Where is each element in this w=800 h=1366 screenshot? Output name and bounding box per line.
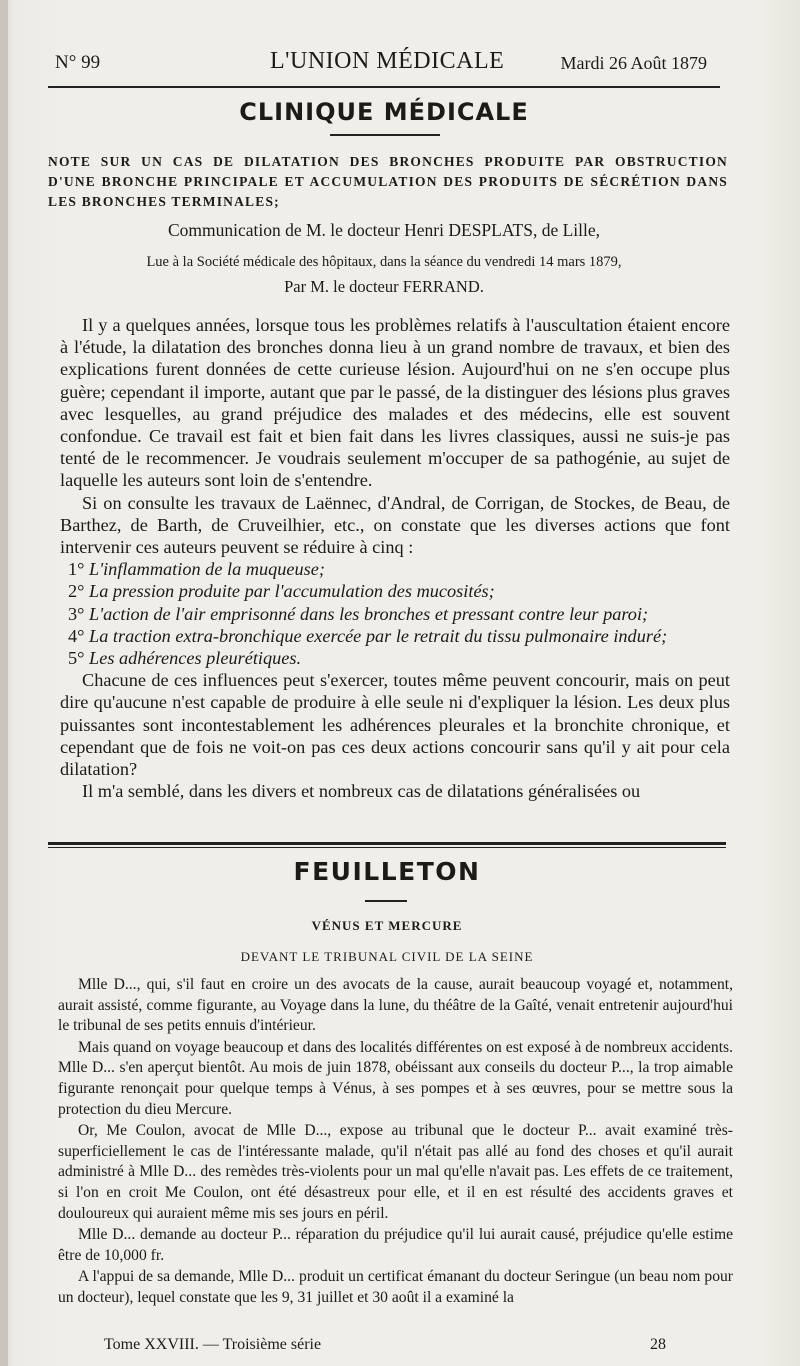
list-number: 2° xyxy=(68,581,85,602)
issue-date: Mardi 26 Août 1879 xyxy=(560,53,707,73)
list-number: 1° xyxy=(68,559,85,580)
list-item xyxy=(60,558,730,580)
page-footer xyxy=(48,1336,728,1358)
feuilleton-title: FEUILLETON xyxy=(293,857,481,886)
volume-info: Tome XXVIII. — Troisième série xyxy=(104,1336,322,1353)
paragraph: Mlle D... demande au docteur P... réparation du préjudice qu'il lui aurait causé, préjudice qu'elle estime être de 10,000 fr. xyxy=(58,1226,733,1264)
list-number: 4° xyxy=(68,625,85,646)
running-header xyxy=(55,48,715,78)
page-number: 28 xyxy=(650,1336,666,1353)
section-title: CLINIQUE MÉDICALE xyxy=(239,98,529,126)
paragraph: Or, Me Coulon, avocat de Mlle D..., expose au tribunal que le docteur P... avait examiné très-superficiellement le cas de l'intéressante malade, qu'il n'était pas allé au fond des choses et qu'il aurait administré à Mlle D... des remèdes très-violents pour un mal qu'elle n'avait pas. Les effets de ce traitement, si l'on en croit Me Coulon, ont été désastreux pour elle, et il en est résulté des accidents graves et douloureux qui auraient même mis ses jours en péril. xyxy=(58,1122,733,1222)
list-text: La traction extra-bronchique exercée par le retrait du tissu pulmonaire induré; xyxy=(89,625,668,646)
list-item xyxy=(60,603,730,625)
paragraph: Il y a quelques années, lorsque tous les problèmes relatifs à l'auscultation étaient encore à l'étude, la dilatation des bronches donna lieu à un grand nombre de travaux, et bien des explications furent données de cette curieuse lésion. Aujourd'hui on ne s'en occupe plus guère; cependant il importe, autant que par le passé, de la distinguer des lésions plus graves avec lesquelles, au grand préjudice des malades et des médecins, elle est souvent confondue. Ce travail est fait et bien fait dans les livres classiques, aussi ne suis-je pas tenté de le recommencer. Je voudrais seulement m'occuper de sa pathogénie, au sujet de laquelle les auteurs sont loin de s'entendre. xyxy=(60,315,730,491)
feuilleton-divider xyxy=(365,900,407,902)
paragraph: Mlle D..., qui, s'il faut en croire un des avocats de la cause, aurait beaucoup voyagé et, notamment, aurait assisté, comme figurante, au Voyage dans la lune, du théâtre de la Gaîté, venait entretenir aujourd'hui le tribunal de ses petits ennuis d'intérieur. xyxy=(58,976,733,1035)
list-text: Les adhérences pleurétiques. xyxy=(89,648,302,669)
book-spine xyxy=(0,0,8,1366)
read-at-line: Lue à la Société médicale des hôpitaux, dans la séance du vendredi 14 mars 1879, xyxy=(146,254,622,270)
title-divider xyxy=(330,134,440,136)
list-item xyxy=(60,580,730,602)
list-item xyxy=(60,625,730,647)
note-title: NOTE SUR UN CAS DE DILATATION DES BRONCHES PRODUITE PAR OBSTRUCTION D'UNE BRONCHE PRINCIPALE ET ACCUMULATION DES PRODUITS DE SÉCRÉTION DANS LES BRONCHES TERMINALES; xyxy=(48,154,728,209)
header-rule xyxy=(48,86,720,88)
list-text: La pression produite par l'accumulation des mucosités; xyxy=(89,581,495,602)
journal-title: L'UNION MÉDICALE xyxy=(270,48,505,74)
list-text: L'inflammation de la muqueuse; xyxy=(89,559,325,580)
feuilleton-rule-thick xyxy=(48,842,726,845)
list-text: L'action de l'air emprisonné dans les bronches et pressant contre leur paroi; xyxy=(89,603,649,624)
list-number: 5° xyxy=(68,648,85,669)
article-body xyxy=(60,314,730,802)
communication-line: Communication de M. le docteur Henri DESPLATS, de Lille, xyxy=(167,220,601,240)
paragraph: Chacune de ces influences peut s'exercer, toutes même peuvent concourir, mais on peut dire qu'aucune n'est capable de produire à elle seule ni d'expliquer la lésion. Les deux plus puissantes sont incontestablement les adhérences pleurales et la bronchite chronique, et cependant que de fois ne voit-on pas ces deux actions concourir sans qu'il y ait pour cela dilatation? xyxy=(60,670,730,780)
feuilleton-body xyxy=(58,975,733,1310)
paragraph: Si on consulte les travaux de Laënnec, d'Andral, de Corrigan, de Stockes, de Beau, de Barthez, de Barth, de Cruveilhier, etc., on constate que les diverses actions que font intervenir ces auteurs peuvent se réduire à cinq : xyxy=(60,492,730,558)
list-item xyxy=(60,647,730,669)
list-number: 3° xyxy=(68,603,85,624)
author-line: Par M. le docteur FERRAND. xyxy=(284,277,484,296)
paragraph: Mais quand on voyage beaucoup et dans des localités différentes on est exposé à de nombreux accidents. Mlle D... s'en aperçut bientôt. Au mois de juin 1878, obéissant aux conseils du docteur P..., la trop aimable figurante renonçait pour quelque temps à Vénus, à ses pompes et à ses œuvres, pour se mettre sous la protection du dieu Mercure. xyxy=(58,1038,733,1118)
paragraph: A l'appui de sa demande, Mlle D... produit un certificat émanant du docteur Seringue (un beau nom pour un docteur), lequel constate que les 9, 31 juillet et 30 août il a examiné la xyxy=(58,1268,733,1306)
feuilleton-subtitle: VÉNUS ET MERCURE xyxy=(311,918,463,933)
paragraph: Il m'a semblé, dans les divers et nombreux cas de dilatations généralisées ou xyxy=(82,781,641,802)
issue-number: N° 99 xyxy=(55,52,101,73)
feuilleton-court: DEVANT LE TRIBUNAL CIVIL DE LA SEINE xyxy=(240,949,534,964)
feuilleton-rule-thin xyxy=(48,847,726,848)
